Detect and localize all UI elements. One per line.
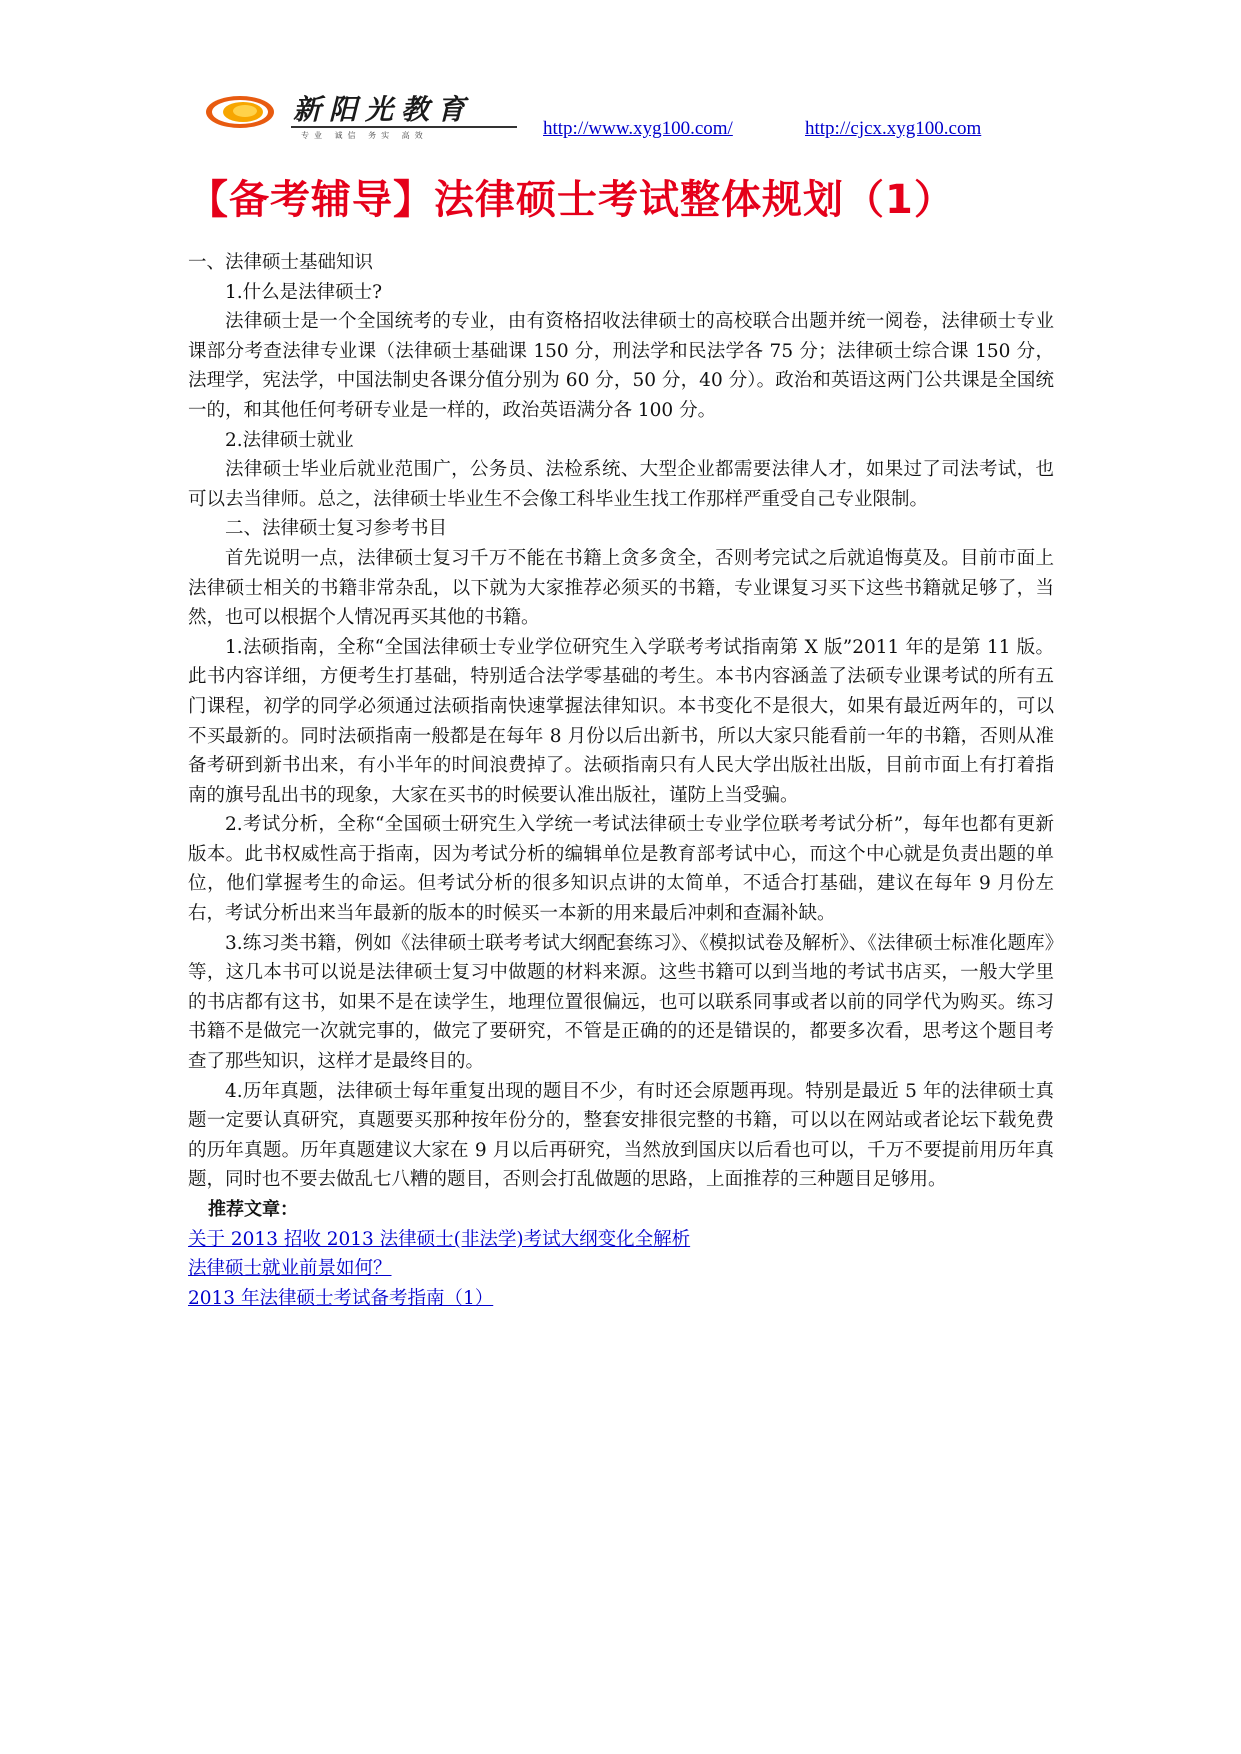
paragraph: 法律硕士毕业后就业范围广，公务员、法检系统、大型企业都需要法律人才，如果过了司法考试，也可以去当律师。总之，法律硕士毕业生不会像工科毕业生找工作那样严重受自己专业限制。 — [188, 459, 1054, 510]
section-heading: 二、法律硕士复习参考书目 — [225, 518, 448, 540]
brand-logo — [205, 86, 525, 146]
recommend-link[interactable]: 法律硕士就业前景如何？ — [188, 1258, 392, 1280]
sub-heading: 2.法律硕士就业 — [225, 429, 354, 451]
section-heading: 一、法律硕士基础知识 — [188, 252, 374, 273]
paragraph: 3.练习类书籍，例如《法律硕士联考考试大纲配套练习》、《模拟试卷及解析》、《法律硕士标准化题库》等，这几本书可以说是法律硕士复习中做题的材料来源。这些书籍可以到当地的考试书店买，一般大学里的书店都有这书，如果不是在读学生，地理位置很偏远，也可以联系同事或者以前的同学代为购买。练习书籍不是做完一次就完事的，做完了要研究，不管是正确的的还是错误的，都要多次看，思考这个题目考查了那些知识，这样才是最终目的。 — [188, 932, 1054, 1073]
paragraph: 2.考试分析，全称“全国硕士研究生入学统一考试法律硕士专业学位联考考试分析”，每年也都有更新版本。此书权威性高于指南，因为考试分析的编辑单位是教育部考试中心，而这个中心就是负责出题的单位，他们掌握考生的命运。但考试分析的很多知识点讲的太简单，不适合打基础，建议在每年 9 月份左右，考试分析出来当年最新的版本的时候买一本新的用来最后冲刺和查漏补缺。 — [188, 814, 1054, 925]
logo-slogan: 专业 诚信 务实 高效 — [301, 131, 428, 140]
recommend-heading: 推荐文章： — [208, 1199, 298, 1220]
paragraph: 法律硕士是一个全国统考的专业，由有资格招收法律硕士的高校联合出题并统一阅卷，法律硕士专业课部分考查法律专业课（法律硕士基础课 150 分，刑法学和民法学各 75 分；法律硕士综合课 150 分，法理学，宪法学，中国法制史各课分值分别为 60 分，50 分，40 分）。政治和英语这两门公共课是全国统一的，和其他任何考研专业是一样的，政治英语满分各 100 分。 — [188, 311, 1054, 421]
recommend-link[interactable]: 关于 2013 招收 2013 法律硕士(非法学)考试大纲变化全解析 — [188, 1228, 691, 1250]
logo-divider — [291, 126, 517, 128]
logo-name: 新阳光教育 — [293, 93, 474, 126]
site-link-score-query[interactable]: http://cjcx.xyg100.com — [805, 118, 982, 139]
paragraph: 1.法硕指南，全称“全国法律硕士专业学位研究生入学联考考试指南第 X 版”2011 年的是第 11 版。此书内容详细，方便考生打基础，特别适合法学零基础的考生。本书内容涵盖了法硕专业课考试的所有五门课程，初学的同学必须通过法硕指南快速掌握法律知识。本书变化不是很大，如果有最近两年的，可以不买最新的。同时法硕指南一般都是在每年 8 月份以后出新书，所以大家只能看前一年的书籍，否则从准备考研到新书出来，有小半年的时间浪费掉了。法硕指南只有人民大学出版社出版，目前市面上有打着指南的旗号乱出书的现象，大家在买书的时候要认准出版社，谨防上当受骗。 — [188, 636, 1054, 806]
site-link-main[interactable]: http://www.xyg100.com/ — [543, 118, 733, 139]
sun-logo-icon — [205, 92, 275, 132]
sub-heading: 1.什么是法律硕士? — [225, 281, 383, 303]
page-header — [205, 86, 1045, 146]
article-body — [188, 248, 1054, 1313]
page-title: 【备考辅导】法律硕士考试整体规划（1） — [188, 177, 955, 223]
paragraph: 首先说明一点，法律硕士复习千万不能在书籍上贪多贪全，否则考完试之后就追悔莫及。目前市面上法律硕士相关的书籍非常杂乱，以下就为大家推荐必须买的书籍，专业课复习买下这些书籍就足够了，当然，也可以根据个人情况再买其他的书籍。 — [188, 547, 1054, 629]
recommend-link[interactable]: 2013 年法律硕士考试备考指南（1） — [188, 1287, 494, 1309]
paragraph: 4.历年真题，法律硕士每年重复出现的题目不少，有时还会原题再现。特别是最近 5 年的法律硕士真题一定要认真研究，真题要买那种按年份分的，整套安排很完整的书籍，可以以在网站或者论坛下载免费的历年真题。历年真题建议大家在 9 月以后再研究，当然放到国庆以后看也可以，千万不要提前用历年真题，同时也不要去做乱七八糟的题目，否则会打乱做题的思路，上面推荐的三种题目足够用。 — [188, 1080, 1054, 1191]
